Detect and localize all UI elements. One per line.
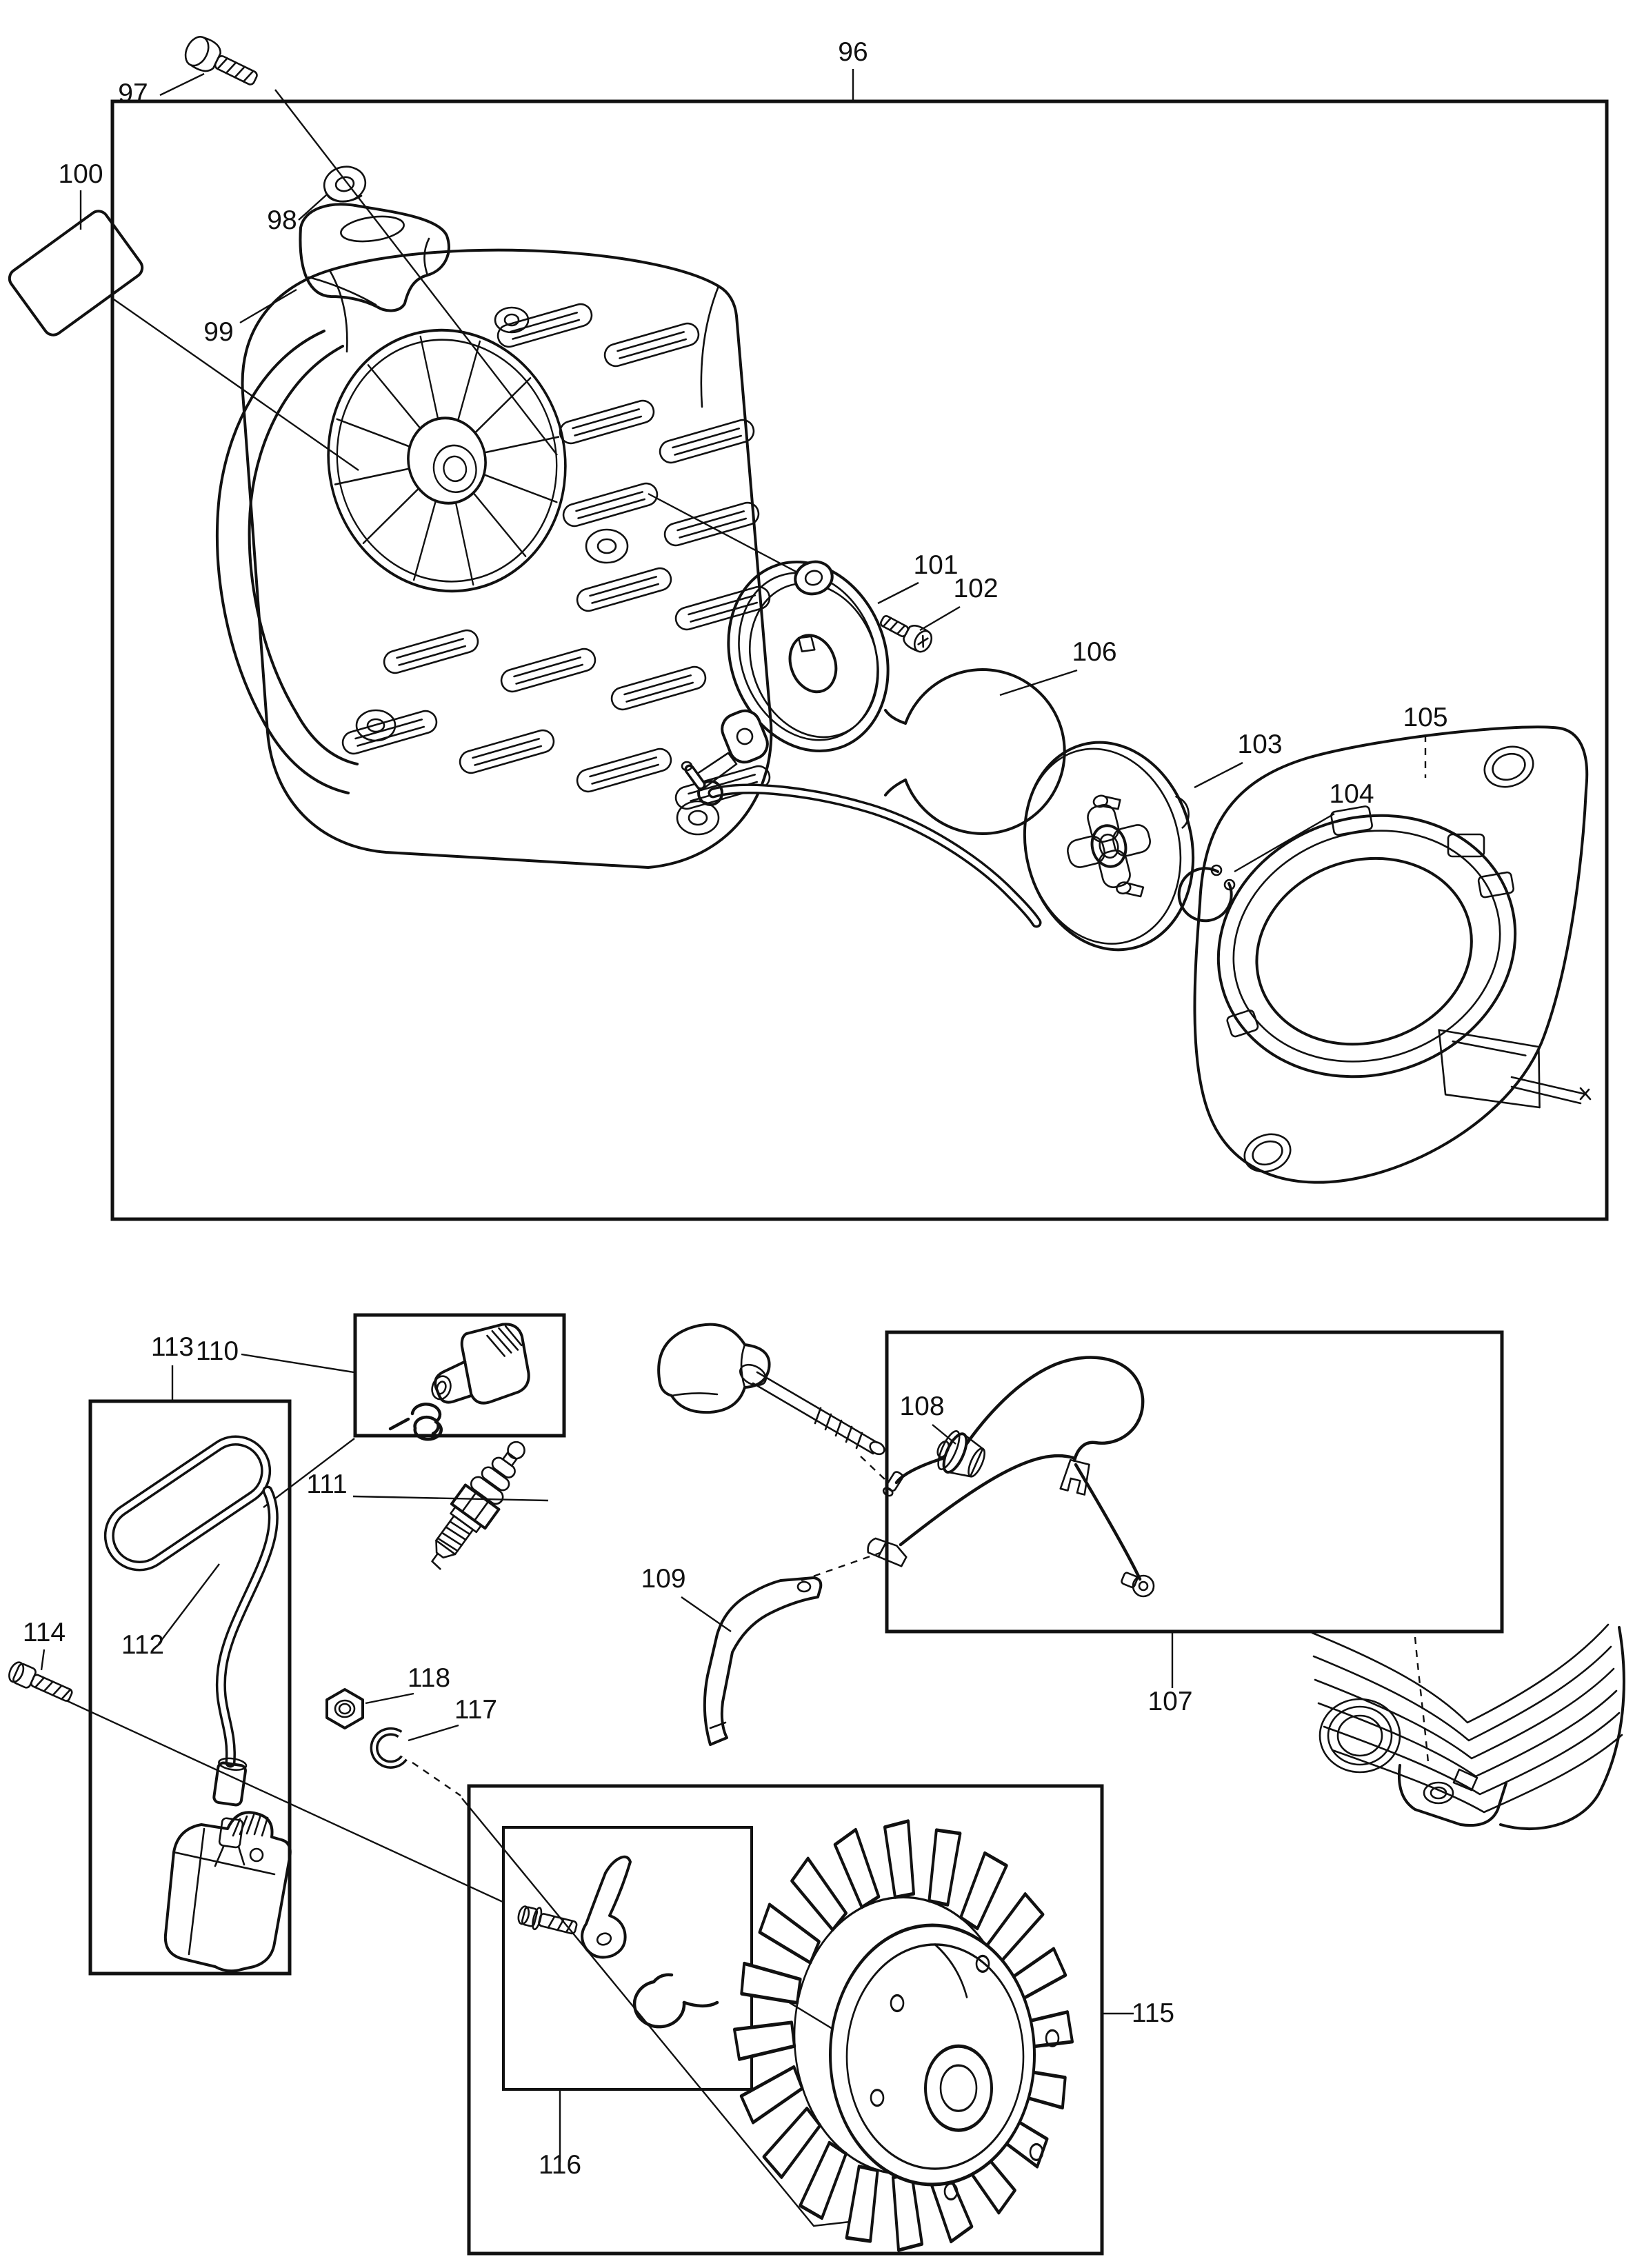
part-label-105: 105 [1403, 703, 1448, 732]
leader-99 [240, 290, 297, 323]
rewind-spring-106 [885, 670, 1065, 834]
part-label-99: 99 [203, 317, 234, 347]
bracket-109 [705, 1578, 821, 1745]
part-label-118: 118 [407, 1663, 451, 1693]
leader-101 [878, 583, 919, 603]
part-label-97: 97 [118, 79, 148, 108]
leader-114b [66, 1700, 530, 1914]
detail-box-110 [355, 1315, 564, 1436]
fan-wheel [304, 308, 590, 614]
screw-114 [6, 1660, 74, 1706]
rope-pulley-101 [695, 539, 914, 787]
leader-118 [365, 1694, 414, 1703]
grommet-98 [321, 163, 368, 205]
part-label-100: 100 [58, 159, 103, 189]
leader-rod-harness [861, 1456, 887, 1481]
part-label-107: 107 [1147, 1687, 1193, 1716]
part-label-96: 96 [838, 37, 868, 67]
part-label-106: 106 [1072, 637, 1117, 667]
ignition-coil-113 [166, 1812, 290, 1971]
part-label-112: 112 [121, 1630, 165, 1660]
coil-handle-loop-112 [97, 1429, 277, 1763]
starter-grip-99 [300, 204, 448, 310]
part-label-116: 116 [538, 2150, 582, 2180]
washer-117 [374, 1732, 404, 1765]
part-label-104: 104 [1329, 779, 1374, 809]
leader-112 [159, 1564, 219, 1644]
part-label-108: 108 [899, 1392, 945, 1421]
flywheel-115 [734, 1821, 1072, 2250]
leader-117 [408, 1725, 459, 1740]
leader-110 [241, 1354, 354, 1372]
part-label-109: 109 [641, 1564, 686, 1594]
retainer-knob-rod [659, 1325, 886, 1457]
leader-114a [41, 1649, 44, 1670]
part-label-98: 98 [267, 205, 297, 235]
part-label-117: 117 [454, 1695, 498, 1725]
part-label-113: 113 [150, 1332, 194, 1362]
leader-bracket-harness [801, 1553, 880, 1580]
drum-pulley-103 [1003, 723, 1218, 967]
detail-box-107 [887, 1332, 1502, 1632]
part-label-114: 114 [22, 1618, 66, 1647]
part-label-111: 111 [306, 1469, 348, 1499]
leader-103 [1194, 763, 1243, 787]
boss [357, 308, 719, 834]
leader-117-118-flywheel [412, 1763, 461, 1796]
leader-102 [920, 607, 960, 630]
fan-cover-105 [1176, 727, 1590, 1191]
part-label-101: 101 [913, 550, 959, 580]
part-label-115: 115 [1131, 1998, 1175, 2028]
screw-97 [181, 32, 262, 94]
part-label-102: 102 [953, 574, 999, 603]
leader-97a [160, 74, 204, 95]
engine-cylinder [1312, 1625, 1624, 1829]
leader-100b [112, 298, 359, 470]
nut-118 [327, 1689, 363, 1728]
part-label-110: 110 [195, 1336, 239, 1366]
label-plate-100 [6, 208, 146, 339]
leader-109 [681, 1597, 731, 1632]
leader-111 [353, 1496, 548, 1501]
leader-97b [275, 90, 557, 455]
starter-housing [217, 250, 800, 867]
starter-rope [682, 762, 1036, 923]
part-label-103: 103 [1237, 730, 1283, 759]
coil-boot [213, 1757, 247, 1866]
plug-cap-110 [423, 1322, 532, 1408]
spark-plug-111 [417, 1432, 538, 1576]
